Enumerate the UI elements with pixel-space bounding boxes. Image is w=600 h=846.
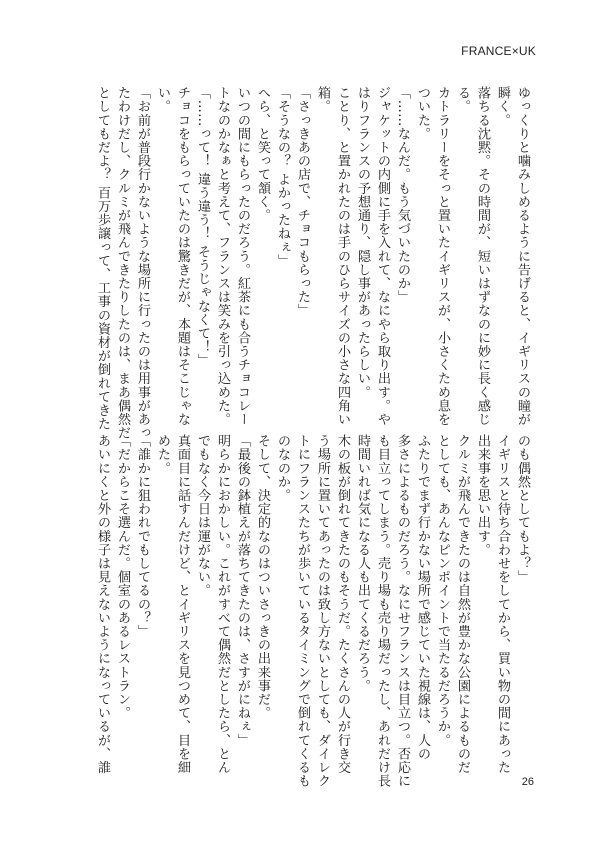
text-line: のなのか。 xyxy=(275,434,290,502)
text-line: い。 xyxy=(155,86,170,114)
text-line: でもなく今日は運がない。 xyxy=(195,434,210,598)
text-line: カトラリーをそっと置いたイギリスが、小さくため息を xyxy=(435,86,450,426)
text-line: トにフランスたちが歩いているタイミングで倒れてくるも xyxy=(295,434,310,788)
text-line: 瞬く。 xyxy=(495,86,510,127)
text-line: あいにくと外の様子は見えないようになっているが、誰 xyxy=(95,434,110,774)
text-line: クルミが飛んできたのは自然が豊かな公園によるものだ xyxy=(455,434,470,774)
text-line: 「最後の鉢植えが落ちてきたのは、さすがにねぇ」 xyxy=(235,434,250,747)
text-line: 多さによるものだろう。なにせフランスは目立つ。否応に xyxy=(395,434,410,788)
text-line: 真面目に話すんだけど、とイギリスを見つめて、目を細 xyxy=(175,434,190,774)
text-line: 「だからこそ選んだ。個室のあるレストラン。 xyxy=(115,434,130,720)
text-line: 「お前が普段行かないような場所に行ったのは用事があっ xyxy=(135,86,150,440)
text-line: ことり、と置かれたのは手のひらサイズの小さな四角い xyxy=(335,86,350,426)
text-line: う場所に置いてあったのは致し方ないとしても、ダイレク xyxy=(315,434,330,788)
text-line: 時間いれば気になる人も出てくるだろう。 xyxy=(355,434,370,693)
text-line: 落ちる沈黙。その時間が、短いはずなのに妙に長く感じ xyxy=(475,86,490,426)
text-line: へら、と笑って頷く。 xyxy=(255,86,270,222)
text-line: としてもだよ？ 百万歩譲って、工事の資材が倒れてきた xyxy=(95,86,110,431)
text-line: そして、決定的なのはついさっきの出来事だ。 xyxy=(255,434,270,720)
text-line: はりフランスの予想通り、隠し事があったらしい。 xyxy=(355,86,370,399)
upper-text-block xyxy=(95,86,532,440)
text-line: ついた。 xyxy=(415,86,430,141)
text-line: 「……なんだ。もう気づいたのか」 xyxy=(395,86,410,304)
text-line: も目立ってしまう。売り場も売り場だったし、あれだけ長 xyxy=(375,434,390,788)
text-line: としても、あんなピンポイントで当たるだろうか。 xyxy=(435,434,450,747)
running-header: FRANCE×UK xyxy=(461,44,536,58)
text-line: 「そうなの？ よかったねぇ」 xyxy=(275,86,290,268)
text-line: イギリスと待ち合わせをしてから、買い物の間にあった xyxy=(495,434,510,774)
text-line: 「さっきあの店で、チョコもらった」 xyxy=(295,86,310,318)
text-line: いつの間にもらったのだろう。紅茶にも合うチョコレー xyxy=(235,86,250,426)
text-line: 「……って！ 違う違う！ そうじゃなくて！」 xyxy=(195,86,210,368)
text-line: のも偶然としてもよ？」 xyxy=(515,434,530,584)
text-line: めた。 xyxy=(155,434,170,475)
text-line: 「誰かに狙われでもしてるの？」 xyxy=(135,434,150,638)
text-line: トなのかなぁと考えて、フランスは笑みを引っ込めた。 xyxy=(215,86,230,426)
text-line: ゆっくりと噛みしめるように告げると、イギリスの瞳が xyxy=(515,86,530,426)
text-line: 出来事を思い出す。 xyxy=(475,434,490,557)
text-line: たわけだし、クルミが飛んできたりしたのは、まあ偶然だ xyxy=(115,86,130,440)
text-line: 箱。 xyxy=(315,86,330,114)
text-line: ジャケットの内側に手を入れて、なにやら取り出す。や xyxy=(375,86,390,426)
text-line: 明らかにおかしい。これがすべて偶然だとしたら、とん xyxy=(215,434,230,774)
text-line: る。 xyxy=(455,86,470,114)
page-number: 26 xyxy=(521,776,534,788)
text-line: ふたりでまず行かない場所で感じていた視線は、人の xyxy=(415,434,430,761)
text-line: チョコをもらっていたのは驚きだが、本題はそこじゃな xyxy=(175,86,190,426)
text-line: 木の板が倒れてきたのもそうだ。たくさんの人が行き交 xyxy=(335,434,350,774)
